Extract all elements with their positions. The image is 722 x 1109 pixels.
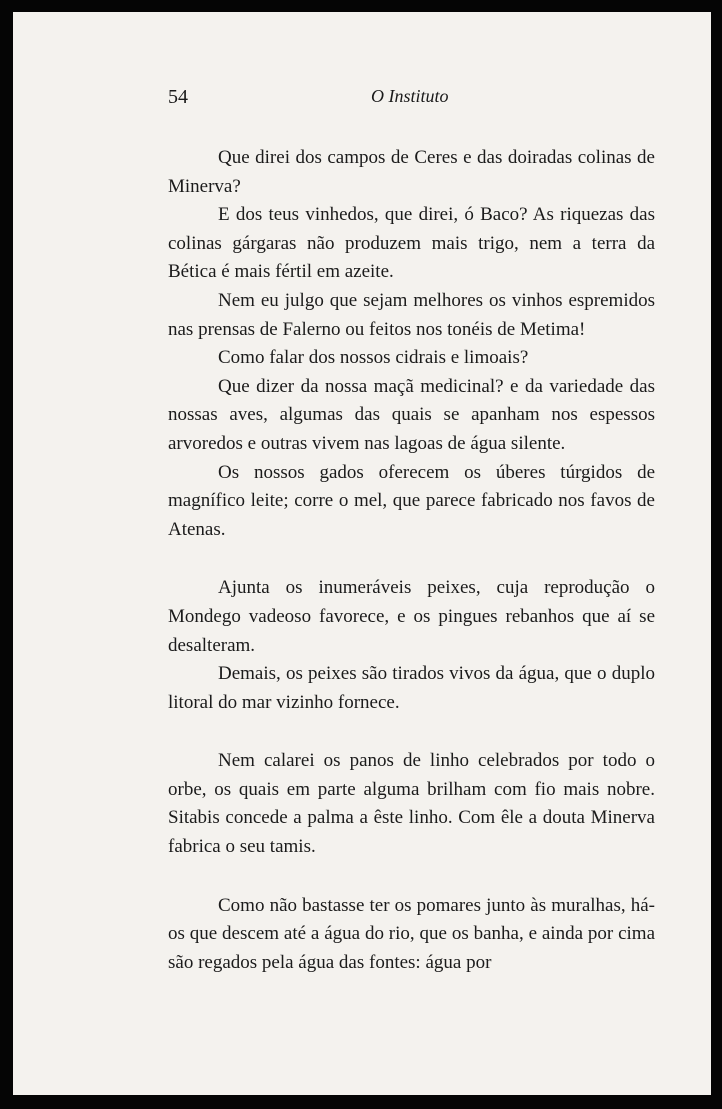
paragraph-gap <box>168 717 655 747</box>
paragraph: Ajunta os inumeráveis peixes, cuja reprodução o Mondego vadeoso favorece, e os pingues rebanhos que aí se desalteram. <box>168 577 655 656</box>
paragraph: Demais, os peixes são tirados vivos da água, que o duplo litoral do mar vizinho fornece. <box>168 663 655 713</box>
page-number: 54 <box>168 86 188 108</box>
paragraph: Nem calarei os panos de linho celebrados por todo o orbe, os quais em parte alguma brilham com fio mais nobre. Sitabis concede a palma a êste linho. Com êle a douta Minerva fabrica o seu tamis. <box>168 750 655 858</box>
paragraph: Nem eu julgo que sejam melhores os vinhos espremidos nas prensas de Falerno ou feitos nos tonéis de Metima! <box>168 289 655 340</box>
running-title: O Instituto <box>371 86 449 106</box>
paragraph: Como falar dos nossos cidrais e limoais? <box>218 347 529 369</box>
page-header <box>13 86 711 116</box>
paragraph-gap <box>168 862 655 892</box>
book-page <box>13 12 711 1095</box>
paragraph: Que direi dos campos de Ceres e das doiradas colinas de Minerva? <box>168 147 655 197</box>
paragraph: Como não bastasse ter os pomares junto às muralhas, há-os que descem até a água do rio, que os banha, e ainda por cima são regados pela água das fontes: água por <box>168 894 655 973</box>
paragraph-gap <box>168 544 655 574</box>
body-text <box>168 144 655 977</box>
paragraph: Os nossos gados oferecem os úberes túrgidos de magnífico leite; corre o mel, que parece fabricado nos favos de Atenas. <box>168 461 655 540</box>
paragraph: Que dizer da nossa maçã medicinal? e da variedade das nossas aves, algumas das quais se apanham nos espessos arvoredos e outras vivem nas lagoas de água silente. <box>168 375 655 454</box>
paragraph: E dos teus vinhedos, que direi, ó Baco? As riquezas das colinas gárgaras não produzem mais trigo, nem a terra da Bética é mais fértil em azeite. <box>168 204 655 283</box>
